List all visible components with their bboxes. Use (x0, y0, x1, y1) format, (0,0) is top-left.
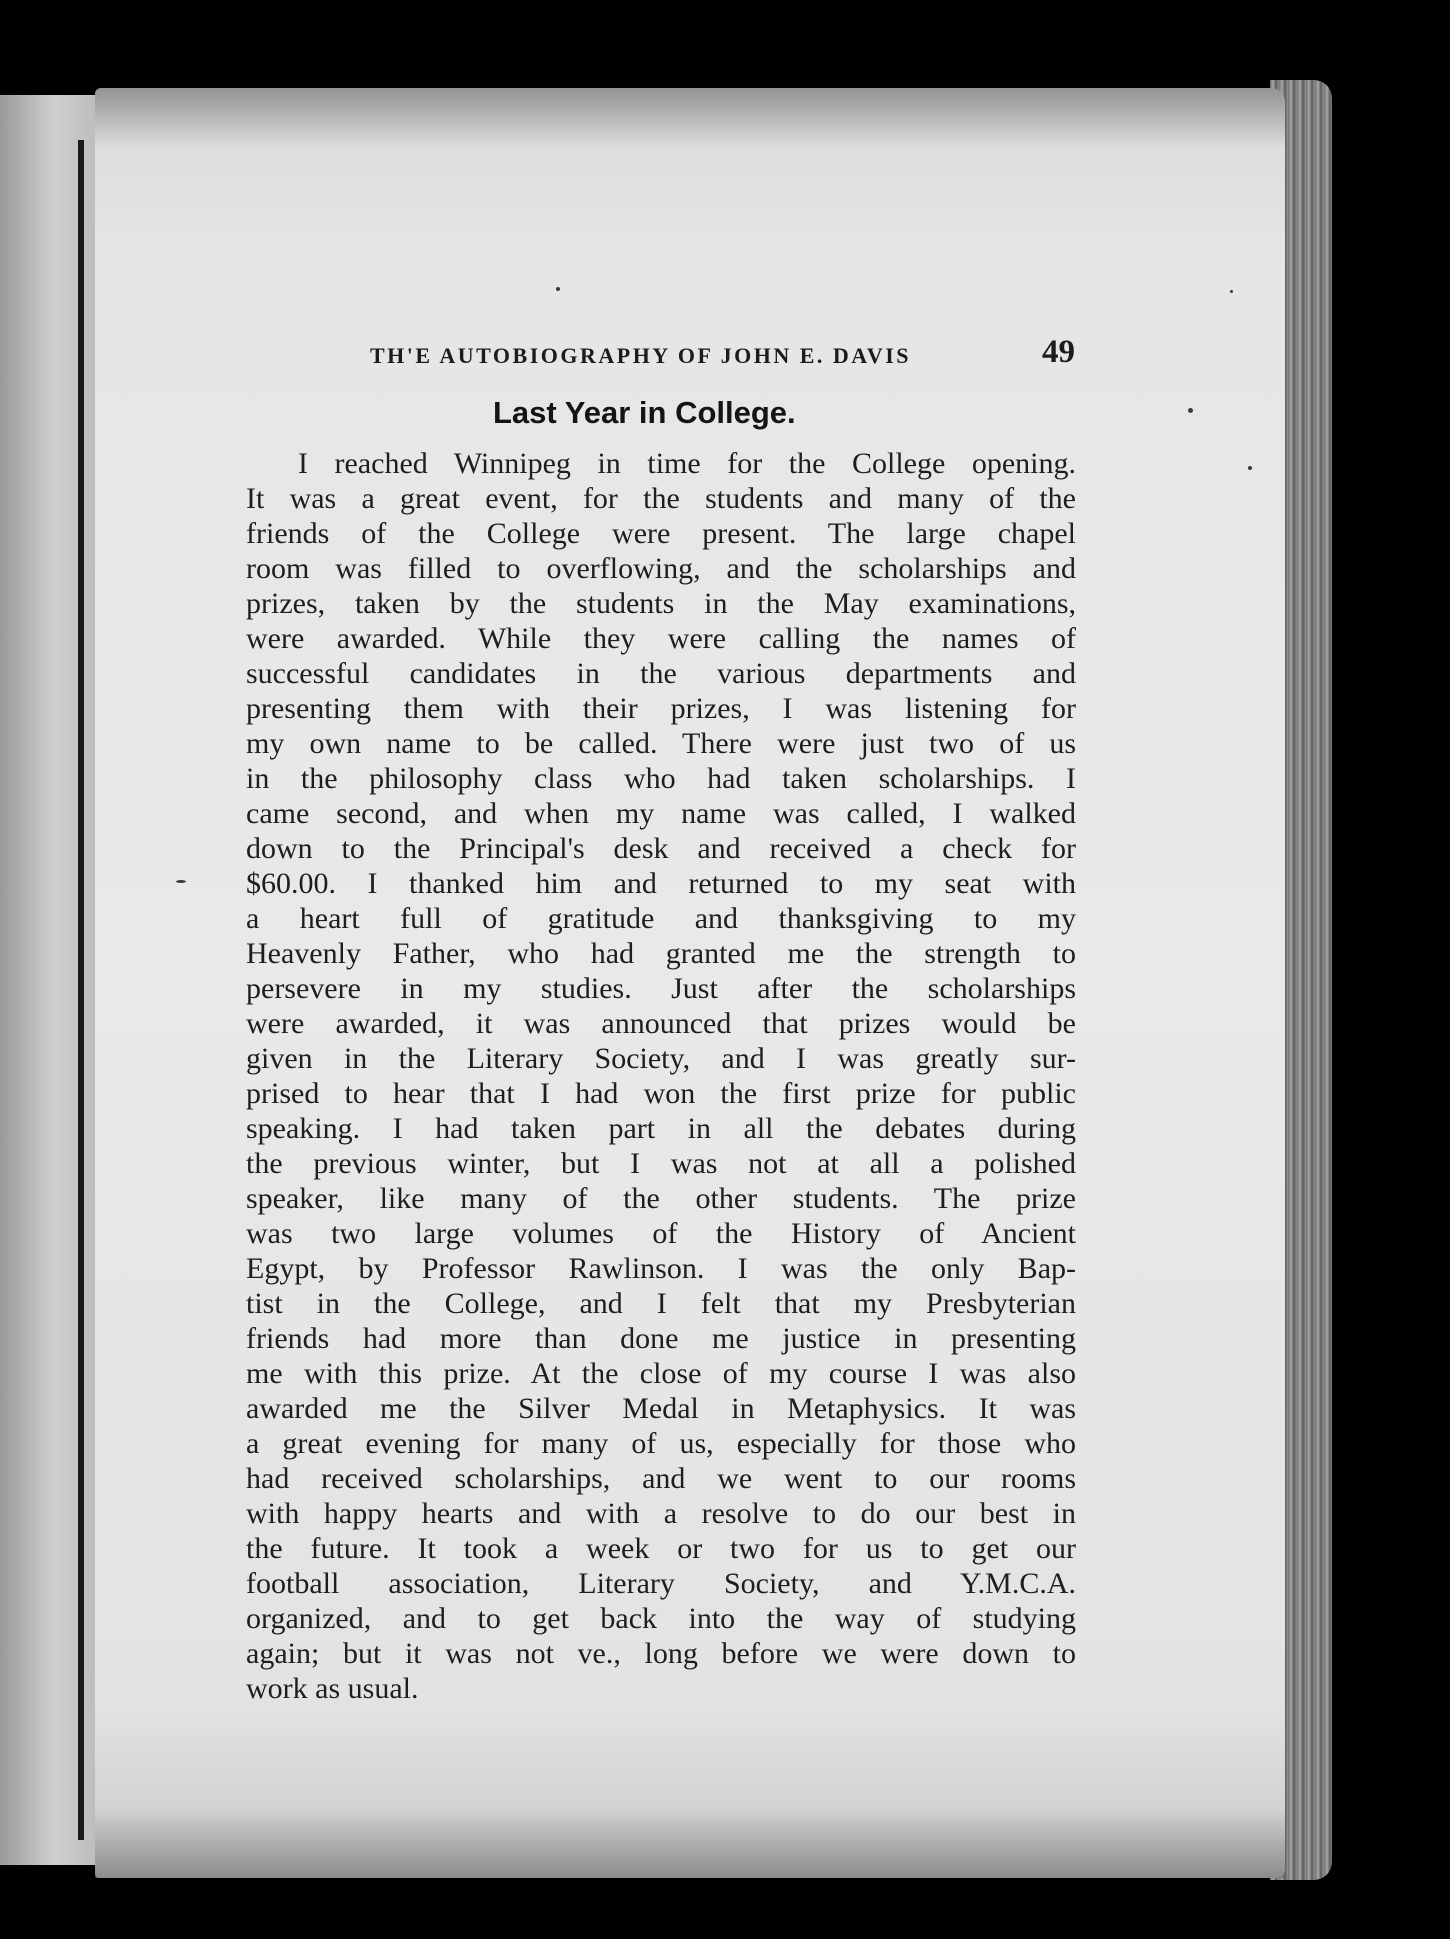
page-shadow-top (95, 88, 1285, 148)
text-line: room was filled to overflowing, and the scholarships and (246, 552, 1076, 585)
text-line: me with this prize. At the close of my course I was also (246, 1357, 1076, 1390)
text-line: had received scholarships, and we went to our rooms (246, 1462, 1076, 1495)
text-line: prised to hear that I had won the first prize for public (246, 1077, 1076, 1110)
text-line: friends of the College were present. The large chapel (246, 517, 1076, 550)
text-line: the previous winter, but I was not at all a polished (246, 1147, 1076, 1180)
scan-speck (556, 287, 560, 291)
book-gutter (78, 140, 84, 1840)
running-head: TH'E AUTOBIOGRAPHY OF JOHN E. DAVIS (370, 343, 912, 368)
text-line: $60.00. I thanked him and returned to my seat with (246, 867, 1076, 900)
text-line: work as usual. (246, 1672, 419, 1705)
text-line: organized, and to get back into the way of studying (246, 1602, 1076, 1635)
text-line: successful candidates in the various departments and (246, 657, 1076, 690)
page-shadow-bottom (95, 1808, 1285, 1878)
scan-speck (1248, 466, 1252, 470)
page-number: 49 (1042, 334, 1075, 370)
body-text (246, 446, 1076, 1706)
text-line: speaker, like many of the other students. The prize (246, 1182, 1076, 1215)
chapter-title: Last Year in College. (493, 395, 796, 430)
text-line: again; but it was not ve., long before we were down to (246, 1637, 1076, 1670)
text-line: presenting them with their prizes, I was listening for (246, 692, 1076, 725)
text-line: speaking. I had taken part in all the debates during (246, 1112, 1076, 1145)
scan-speck (1188, 408, 1193, 413)
scan-speck (176, 880, 186, 883)
text-line: It was a great event, for the students and many of the (246, 482, 1076, 515)
text-line: prizes, taken by the students in the May examinations, (246, 587, 1076, 620)
text-line: tist in the College, and I felt that my Presbyterian (246, 1287, 1076, 1320)
text-line: were awarded, it was announced that prizes would be (246, 1007, 1076, 1040)
text-line: a heart full of gratitude and thanksgiving to my (246, 902, 1076, 935)
text-line: in the philosophy class who had taken scholarships. I (246, 762, 1076, 795)
text-line: came second, and when my name was called, I walked (246, 797, 1076, 830)
text-line: friends had more than done me justice in presenting (246, 1322, 1076, 1355)
text-line: persevere in my studies. Just after the scholarships (246, 972, 1076, 1005)
text-line: football association, Literary Society, and Y.M.C.A. (246, 1567, 1076, 1600)
text-line: a great evening for many of us, especially for those who (246, 1427, 1076, 1460)
text-line: awarded me the Silver Medal in Metaphysics. It was (246, 1392, 1076, 1425)
text-line: Egypt, by Professor Rawlinson. I was the only Bap- (246, 1252, 1076, 1285)
scan-speck (1230, 290, 1233, 293)
text-line: I reached Winnipeg in time for the College opening. (298, 447, 1076, 480)
text-line: my own name to be called. There were just two of us (246, 727, 1076, 760)
text-line: with happy hearts and with a resolve to do our best in (246, 1497, 1076, 1530)
text-line: were awarded. While they were calling the names of (246, 622, 1076, 655)
text-line: was two large volumes of the History of Ancient (246, 1217, 1076, 1250)
text-line: Heavenly Father, who had granted me the strength to (246, 937, 1076, 970)
text-line: given in the Literary Society, and I was greatly sur- (246, 1042, 1076, 1075)
text-line: the future. It took a week or two for us to get our (246, 1532, 1076, 1565)
text-line: down to the Principal's desk and received a check for (246, 832, 1076, 865)
